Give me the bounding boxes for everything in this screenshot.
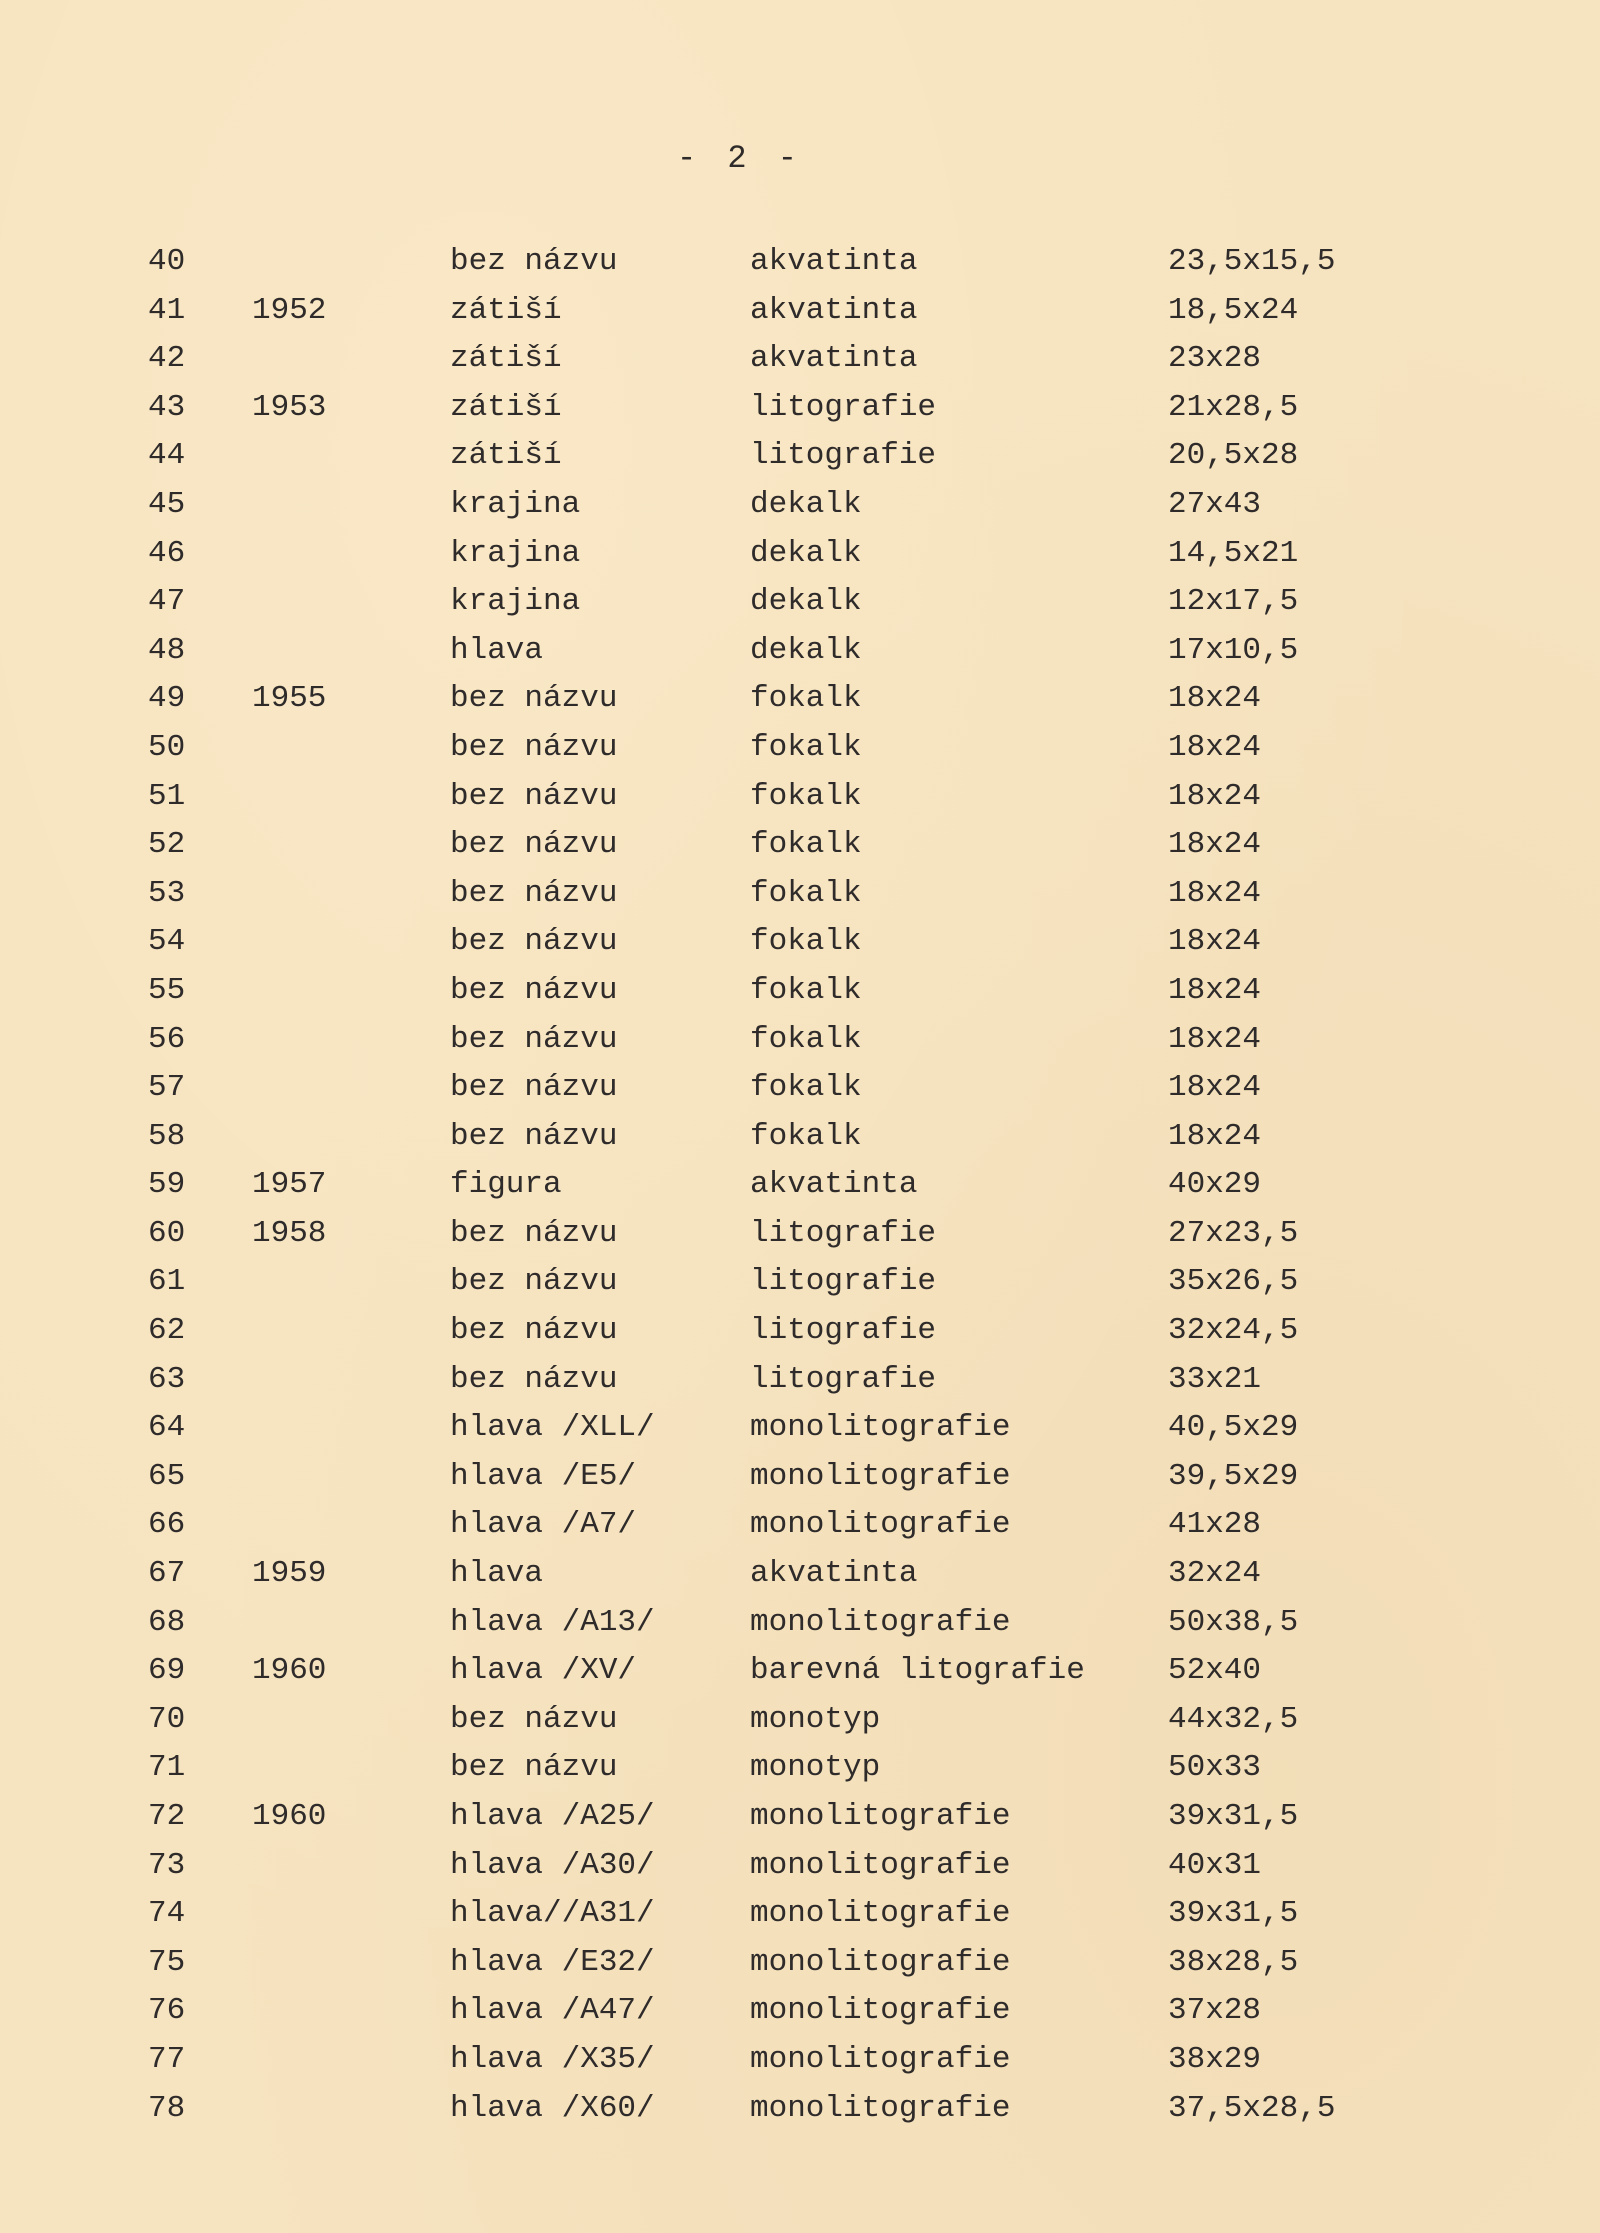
item-title: bez názvu <box>450 1021 618 1057</box>
item-title: hlava /A30/ <box>450 1847 655 1883</box>
item-number: 52 <box>148 827 186 863</box>
item-title: hlava /A13/ <box>450 1604 655 1640</box>
item-size: 40x31 <box>1168 1847 1262 1883</box>
item-number: 69 <box>148 1653 186 1689</box>
item-size: 12x17,5 <box>1168 584 1299 620</box>
item-technique: monolitografie <box>750 1993 1011 2029</box>
item-size: 18,5x24 <box>1168 292 1299 328</box>
item-size: 44x32,5 <box>1168 1701 1299 1737</box>
item-number: 54 <box>148 924 186 960</box>
catalog-row <box>0 1890 1600 1939</box>
item-size: 38x29 <box>1168 2041 1262 2077</box>
item-title: hlava//A31/ <box>450 1896 655 1932</box>
item-size: 50x33 <box>1168 1750 1262 1786</box>
item-number: 76 <box>148 1993 186 2029</box>
item-title: bez názvu <box>450 729 618 765</box>
item-title: krajina <box>450 584 581 620</box>
item-number: 59 <box>148 1167 186 1203</box>
item-size: 27x43 <box>1168 486 1262 522</box>
catalog-row <box>0 1744 1600 1793</box>
item-title: bez názvu <box>450 875 618 911</box>
item-number: 53 <box>148 875 186 911</box>
item-number: 71 <box>148 1750 186 1786</box>
catalog-row <box>0 384 1600 433</box>
item-title: bez názvu <box>450 827 618 863</box>
item-number: 75 <box>148 1944 186 1980</box>
item-number: 46 <box>148 535 186 571</box>
catalog-row <box>0 287 1600 336</box>
item-number: 42 <box>148 341 186 377</box>
item-number: 57 <box>148 1070 186 1106</box>
catalog-row <box>0 578 1600 627</box>
item-technique: litografie <box>750 389 937 425</box>
catalog-row <box>0 918 1600 967</box>
item-technique: dekalk <box>750 632 862 668</box>
item-title: krajina <box>450 535 581 571</box>
item-title: bez názvu <box>450 681 618 717</box>
item-number: 43 <box>148 389 186 425</box>
item-technique: fokalk <box>750 924 862 960</box>
item-technique: fokalk <box>750 827 862 863</box>
item-number: 61 <box>148 1264 186 1300</box>
item-number: 44 <box>148 438 186 474</box>
item-size: 50x38,5 <box>1168 1604 1299 1640</box>
item-technique: dekalk <box>750 486 862 522</box>
item-title: bez názvu <box>450 778 618 814</box>
item-number: 40 <box>148 244 186 279</box>
catalog-row <box>0 1647 1600 1696</box>
item-number: 67 <box>148 1556 186 1592</box>
item-technique: fokalk <box>750 1070 862 1106</box>
item-size: 18x24 <box>1168 972 1262 1008</box>
item-title: hlava <box>450 632 544 668</box>
item-technique: akvatinta <box>750 292 918 328</box>
item-title: krajina <box>450 486 581 522</box>
item-title: zátiší <box>450 292 562 328</box>
item-title: hlava /E5/ <box>450 1458 637 1494</box>
item-number: 78 <box>148 2090 186 2126</box>
item-title: hlava /A25/ <box>450 1799 655 1834</box>
item-number: 73 <box>148 1847 186 1883</box>
item-technique: fokalk <box>750 875 862 911</box>
item-number: 58 <box>148 1118 186 1154</box>
item-title: bez názvu <box>450 1215 618 1251</box>
catalog-row <box>0 870 1600 919</box>
catalog-row <box>0 724 1600 773</box>
item-size: 18x24 <box>1168 681 1262 717</box>
item-technique: akvatinta <box>750 1556 918 1592</box>
item-technique: monolitografie <box>750 1896 1011 1932</box>
catalog-row <box>0 1599 1600 1648</box>
item-title: bez názvu <box>450 1361 618 1397</box>
item-number: 47 <box>148 584 186 620</box>
item-technique: fokalk <box>750 972 862 1008</box>
catalog-row <box>0 1793 1600 1842</box>
item-technique: dekalk <box>750 584 862 620</box>
item-year: 1952 <box>252 292 327 328</box>
item-size: 33x21 <box>1168 1361 1262 1397</box>
catalog-row <box>0 1113 1600 1162</box>
item-technique: monolitografie <box>750 2041 1011 2077</box>
catalog-row <box>0 675 1600 724</box>
item-number: 77 <box>148 2041 186 2077</box>
item-size: 18x24 <box>1168 1021 1262 1057</box>
item-title: hlava /XV/ <box>450 1653 637 1689</box>
catalog-row <box>0 1501 1600 1550</box>
catalog-row <box>0 1939 1600 1988</box>
item-technique: monolitografie <box>750 1458 1011 1494</box>
item-technique: barevná litografie <box>750 1653 1085 1689</box>
item-size: 27x23,5 <box>1168 1215 1299 1251</box>
item-year: 1958 <box>252 1215 327 1251</box>
item-technique: fokalk <box>750 681 862 717</box>
item-size: 39x31,5 <box>1168 1799 1299 1834</box>
item-size: 14,5x21 <box>1168 535 1299 571</box>
item-number: 49 <box>148 681 186 717</box>
item-number: 51 <box>148 778 186 814</box>
catalog-row <box>0 627 1600 676</box>
catalog-row <box>0 1842 1600 1891</box>
item-technique: litografie <box>750 1215 937 1251</box>
item-size: 23x28 <box>1168 341 1262 377</box>
item-size: 18x24 <box>1168 924 1262 960</box>
item-title: bez názvu <box>450 972 618 1008</box>
item-size: 18x24 <box>1168 875 1262 911</box>
item-size: 18x24 <box>1168 729 1262 765</box>
catalog-row <box>0 1404 1600 1453</box>
item-title: bez názvu <box>450 1070 618 1106</box>
item-title: zátiší <box>450 341 562 377</box>
catalog-row <box>0 1064 1600 1113</box>
item-title: figura <box>450 1167 562 1203</box>
item-size: 18x24 <box>1168 1118 1262 1154</box>
item-technique: monotyp <box>750 1701 881 1737</box>
item-year: 1960 <box>252 1653 327 1689</box>
item-size: 35x26,5 <box>1168 1264 1299 1300</box>
item-size: 52x40 <box>1168 1653 1262 1689</box>
catalog-row <box>0 481 1600 530</box>
item-size: 20,5x28 <box>1168 438 1299 474</box>
catalog-row <box>0 1987 1600 2036</box>
item-number: 74 <box>148 1896 186 1932</box>
item-technique: dekalk <box>750 535 862 571</box>
item-title: bez názvu <box>450 1118 618 1154</box>
item-technique: akvatinta <box>750 244 918 279</box>
item-technique: monolitografie <box>750 2090 1011 2126</box>
item-size: 32x24,5 <box>1168 1313 1299 1349</box>
item-size: 21x28,5 <box>1168 389 1299 425</box>
item-size: 39,5x29 <box>1168 1458 1299 1494</box>
item-title: hlava /A47/ <box>450 1993 655 2029</box>
item-title: hlava /A7/ <box>450 1507 637 1543</box>
item-number: 45 <box>148 486 186 522</box>
item-size: 38x28,5 <box>1168 1944 1299 1980</box>
item-year: 1959 <box>252 1556 327 1592</box>
item-size: 32x24 <box>1168 1556 1262 1592</box>
item-title: hlava /X35/ <box>450 2041 655 2077</box>
catalog-row <box>0 1210 1600 1259</box>
catalog-row <box>0 1258 1600 1307</box>
catalog-row <box>0 1307 1600 1356</box>
item-title: zátiší <box>450 389 562 425</box>
item-size: 39x31,5 <box>1168 1896 1299 1932</box>
item-number: 64 <box>148 1410 186 1446</box>
catalog-row <box>0 335 1600 384</box>
item-year: 1957 <box>252 1167 327 1203</box>
catalog-row <box>0 1550 1600 1599</box>
item-technique: litografie <box>750 1313 937 1349</box>
item-year: 1955 <box>252 681 327 717</box>
catalog-row <box>0 1016 1600 1065</box>
item-size: 18x24 <box>1168 1070 1262 1106</box>
item-size: 17x10,5 <box>1168 632 1299 668</box>
item-size: 37,5x28,5 <box>1168 2090 1336 2126</box>
catalog-row <box>0 1161 1600 1210</box>
item-title: bez názvu <box>450 244 618 279</box>
item-technique: litografie <box>750 1264 937 1300</box>
item-size: 18x24 <box>1168 778 1262 814</box>
item-number: 63 <box>148 1361 186 1397</box>
item-size: 40x29 <box>1168 1167 1262 1203</box>
item-year: 1960 <box>252 1799 327 1834</box>
item-title: bez názvu <box>450 924 618 960</box>
catalog-row <box>0 432 1600 481</box>
item-title: hlava /XLL/ <box>450 1410 655 1446</box>
item-year: 1953 <box>252 389 327 425</box>
catalog-row <box>0 2036 1600 2085</box>
item-technique: fokalk <box>750 778 862 814</box>
item-technique: fokalk <box>750 1118 862 1154</box>
item-size: 40,5x29 <box>1168 1410 1299 1446</box>
item-size: 23,5x15,5 <box>1168 244 1336 279</box>
item-number: 70 <box>148 1701 186 1737</box>
item-technique: fokalk <box>750 1021 862 1057</box>
catalog-row <box>0 238 1600 287</box>
catalog-row <box>0 773 1600 822</box>
item-technique: monolitografie <box>750 1507 1011 1543</box>
item-title: hlava /X60/ <box>450 2090 655 2126</box>
item-technique: akvatinta <box>750 341 918 377</box>
item-title: bez názvu <box>450 1313 618 1349</box>
item-size: 41x28 <box>1168 1507 1262 1543</box>
catalog-row <box>0 967 1600 1016</box>
item-number: 66 <box>148 1507 186 1543</box>
item-number: 68 <box>148 1604 186 1640</box>
item-number: 65 <box>148 1458 186 1494</box>
catalog-row <box>0 2085 1600 2134</box>
item-size: 18x24 <box>1168 827 1262 863</box>
item-technique: monolitografie <box>750 1604 1011 1640</box>
item-technique: monolitografie <box>750 1799 1011 1834</box>
catalog-row <box>0 530 1600 579</box>
item-number: 48 <box>148 632 186 668</box>
item-title: zátiší <box>450 438 562 474</box>
item-title: bez názvu <box>450 1701 618 1737</box>
item-title: hlava <box>450 1556 544 1592</box>
item-number: 41 <box>148 292 186 328</box>
item-title: bez názvu <box>450 1264 618 1300</box>
catalog-row <box>0 1356 1600 1405</box>
item-technique: litografie <box>750 438 937 474</box>
catalog-row <box>0 821 1600 870</box>
item-technique: monotyp <box>750 1750 881 1786</box>
item-number: 56 <box>148 1021 186 1057</box>
item-number: 60 <box>148 1215 186 1251</box>
item-technique: akvatinta <box>750 1167 918 1203</box>
item-technique: monolitografie <box>750 1944 1011 1980</box>
item-number: 55 <box>148 972 186 1008</box>
item-number: 62 <box>148 1313 186 1349</box>
item-technique: fokalk <box>750 729 862 765</box>
item-technique: monolitografie <box>750 1410 1011 1446</box>
item-title: hlava /E32/ <box>450 1944 655 1980</box>
catalog-row <box>0 1453 1600 1502</box>
catalog-row <box>0 1696 1600 1745</box>
item-title: bez názvu <box>450 1750 618 1786</box>
item-size: 37x28 <box>1168 1993 1262 2029</box>
item-number: 50 <box>148 729 186 765</box>
page-number: - 2 - <box>676 140 803 177</box>
item-technique: litografie <box>750 1361 937 1397</box>
catalog-list <box>0 238 1600 2133</box>
item-number: 72 <box>148 1799 186 1834</box>
item-technique: monolitografie <box>750 1847 1011 1883</box>
